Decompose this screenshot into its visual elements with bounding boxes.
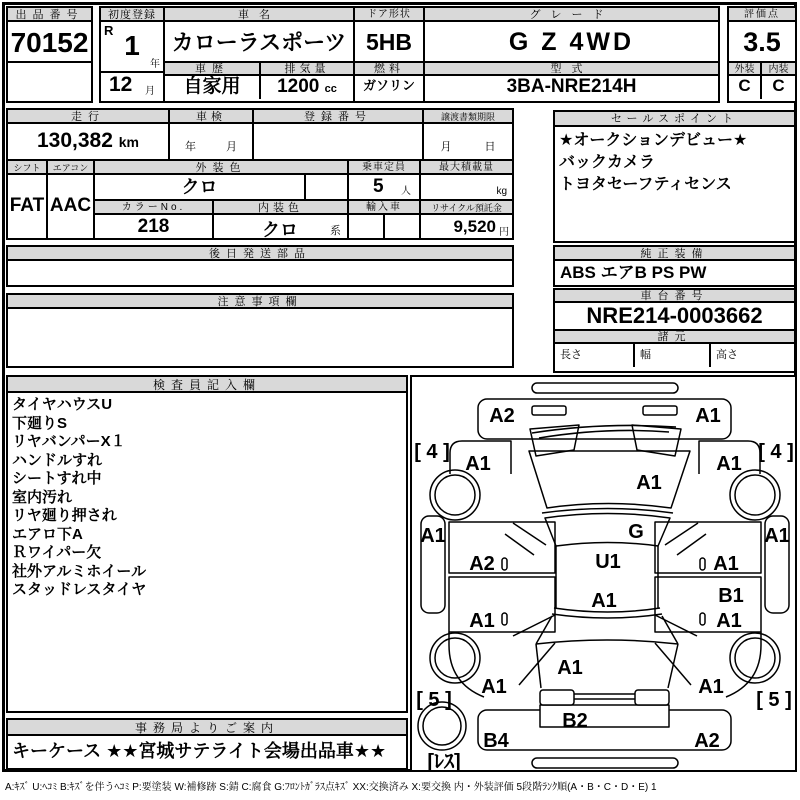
damage-door-rear-left: A1: [469, 610, 495, 632]
mileage-number: 130,382: [37, 129, 113, 152]
car-name-label: 車名: [165, 8, 353, 22]
door-shape-box: [353, 6, 425, 103]
import-label: 輸入車: [349, 201, 421, 215]
interior-label: 内装: [762, 63, 795, 76]
shaken-cell: [170, 110, 254, 159]
grade-label: グレード: [425, 8, 718, 22]
displacement-label: 排気量: [261, 63, 353, 76]
chassis-value: NRE214-0003662: [555, 303, 794, 331]
spare-tire-rank: [ﾚｽ]: [427, 751, 461, 770]
damage-roof-front: U1: [595, 551, 621, 573]
grade-value: G Z 4WD: [425, 22, 718, 63]
wiper-arc: [539, 430, 669, 438]
first-registration-box: [99, 6, 165, 103]
displacement-number: 1200: [277, 76, 320, 97]
sales-point-line: トヨタセーフティセンス: [559, 176, 732, 193]
front-light-left-shape: [532, 406, 566, 415]
shift-value: FAT: [9, 195, 45, 216]
exterior-grade-cell: [729, 63, 762, 99]
mileage-label: 走行: [8, 110, 168, 124]
recycle-unit: 円: [499, 227, 509, 238]
shift-label: シフト: [8, 161, 46, 175]
inspector-notes-label: 検査員記入欄: [8, 377, 406, 393]
mileage-value: [8, 124, 168, 159]
damage-front-fender-left: A1: [465, 453, 491, 475]
front-wheel-left: [430, 470, 480, 520]
inspector-note-line: 社外アルミホイール: [12, 562, 147, 580]
door-shape-label: ドア形状: [355, 8, 423, 22]
transfer-deadline-label: 譲渡書類期限: [424, 110, 512, 124]
car-name-box: [163, 6, 355, 103]
front-tire-right-rank: [ 4 ]: [758, 441, 794, 463]
shift-cell: [8, 161, 48, 238]
registration-number-cell: [254, 110, 424, 159]
sales-point-line: ★オークションデビュー★: [559, 132, 748, 149]
score-box: [727, 6, 797, 103]
lot-number-label: 出品番号: [8, 8, 91, 22]
width-label: 幅: [635, 344, 711, 367]
door-front-right-shape: [655, 522, 761, 573]
int-color-value: クロ: [262, 220, 298, 240]
month-suffix: 月: [145, 86, 155, 97]
damage-rear-bumper-left: B4: [483, 730, 509, 752]
ext-color-label: 外装色: [95, 161, 349, 175]
equipment-label: 純正装備: [555, 247, 794, 261]
office-notice-label: 事務局よりご案内: [8, 720, 406, 736]
damage-diagram-box: [410, 375, 797, 772]
mileage-band: [6, 108, 514, 161]
aircon-label: エアコン: [48, 161, 93, 175]
inspector-note-line: タイヤハウスU: [12, 396, 113, 413]
ext-color-extra-cell: [306, 175, 349, 199]
recycle-value-cell: [421, 215, 512, 240]
shaken-year-suffix: 年: [185, 141, 196, 153]
door-handle: [502, 558, 507, 570]
lot-number-box: [6, 6, 93, 103]
notes-box: [6, 293, 514, 368]
score-label: 評価点: [729, 8, 795, 22]
max-load-label: 最大積載量: [421, 161, 512, 175]
damage-front-fender-right: A1: [716, 453, 742, 475]
door-shape-value: 5HB: [355, 22, 423, 63]
inspector-notes-box: [6, 375, 408, 713]
hood-shape: [529, 451, 690, 508]
displacement-unit: cc: [324, 83, 337, 95]
fuel-value: ガソリン: [362, 78, 415, 93]
damage-rocker-left: A1: [420, 525, 446, 547]
later-parts-box: [6, 245, 514, 287]
transfer-month-suffix: 月: [440, 141, 452, 153]
grade-box: [423, 6, 720, 103]
displacement-cell: [261, 63, 353, 99]
ext-color-value: クロ: [95, 175, 306, 199]
equipment-box: [553, 245, 796, 287]
windshield-top-arc: [542, 509, 673, 514]
capacity-value: 5: [373, 176, 384, 197]
tail-light-right-shape: [635, 690, 669, 705]
damage-rocker-right: A1: [764, 525, 790, 547]
inspector-note-line: シートすれ中: [12, 470, 102, 487]
rear-glass-bottom-arc: [536, 640, 678, 644]
aircon-value: AAC: [49, 195, 92, 216]
sales-points-label: セールスポイント: [555, 112, 794, 127]
office-notice-value: キーケース ★★宮城サテライト会場出品車★★: [12, 741, 387, 761]
damage-door-rear-right-upper: B1: [718, 585, 744, 607]
model-value: 3BA-NRE214H: [506, 76, 637, 97]
sales-point-line: バックカメラ: [559, 154, 656, 171]
color-no-value: 218: [95, 215, 214, 240]
history-value: 自家用: [183, 76, 241, 97]
history-label: 車歴: [165, 63, 259, 76]
capacity-value-cell: [349, 175, 421, 199]
reg-month: 12: [109, 73, 133, 96]
front-bumper-shape: [478, 399, 731, 439]
damage-roof-rear: A1: [591, 590, 617, 612]
length-label: 長さ: [555, 344, 635, 367]
inspector-note-line: リヤバンパーX１: [12, 433, 126, 450]
int-color-label: 内装色: [214, 201, 349, 215]
damage-door-front-left: A2: [469, 553, 495, 575]
inspector-note-line: Ｒワイパー欠: [12, 544, 102, 561]
tail-light-left-shape: [540, 690, 574, 705]
lot-number-value: 70152: [8, 22, 91, 63]
car-name-value: カローラスポーツ: [165, 22, 353, 63]
capacity-label: 乗車定員: [349, 161, 421, 175]
recycle-label: リサイクル預託金: [421, 201, 512, 215]
displacement-value: [261, 76, 353, 100]
inspector-note-line: 下廻りS: [12, 414, 68, 432]
inspector-note-line: ハンドルすれ: [12, 451, 103, 469]
history-cell: [165, 63, 261, 99]
chassis-box: [553, 288, 796, 373]
max-load-unit: kg: [496, 186, 507, 197]
first-registration-label: 初度登録: [101, 8, 163, 22]
interior-grade: C: [772, 76, 785, 95]
chassis-label: 車台番号: [555, 290, 794, 303]
damage-door-rear-right-lower: A1: [716, 610, 742, 632]
front-light-right-shape: [643, 406, 677, 415]
exterior-grade: C: [738, 76, 751, 95]
reg-year: 1: [124, 30, 140, 61]
later-parts-label: 後日発送部品: [8, 247, 512, 261]
fuel-label: 燃料: [355, 63, 423, 76]
color-no-label: カラーNo.: [95, 201, 214, 215]
damage-quarter-right: A1: [698, 676, 724, 698]
first-registration-year-cell: [101, 22, 163, 73]
mileage-unit: km: [118, 134, 139, 150]
windshield-shape: [545, 514, 670, 547]
front-tire-left-rank: [ 4 ]: [414, 441, 450, 463]
spec-band: [6, 159, 514, 240]
damage-rear-bumper-right: A2: [694, 730, 720, 752]
rear-strip-shape: [532, 758, 678, 768]
front-strip-shape: [532, 383, 678, 393]
tailgate-shape: [540, 705, 669, 727]
aircon-cell: [48, 161, 95, 238]
inspector-note-line: スタッドレスタイヤ: [12, 581, 147, 598]
shaken-label: 車検: [170, 110, 252, 124]
damage-hood: A1: [636, 472, 662, 494]
capacity-unit: 人: [401, 186, 411, 197]
rear-tire-right-rank: [ 5 ]: [756, 689, 792, 711]
era-code: R: [104, 23, 114, 38]
door-handle: [502, 613, 507, 625]
shaken-month-suffix: 月: [226, 141, 237, 153]
score-value: 3.5: [729, 22, 795, 63]
int-color-value-cell: [214, 215, 349, 240]
damage-front-bumper-left: A2: [489, 405, 515, 427]
door-handle: [700, 613, 705, 625]
transfer-deadline-cell: [424, 110, 512, 159]
damage-quarter-left: A1: [481, 676, 507, 698]
int-color-suffix: 系: [330, 225, 341, 237]
front-wheel-right: [730, 470, 780, 520]
inspector-note-line: リヤ廻り押され: [12, 507, 117, 524]
interior-grade-cell: [762, 63, 795, 99]
car-top-view-diagram: [412, 377, 795, 770]
mileage-cell: [8, 110, 170, 159]
sales-points-box: [553, 110, 796, 243]
recycle-value: 9,520: [453, 217, 496, 236]
model-label: 型式: [425, 63, 718, 76]
damage-tailgate: B2: [562, 710, 588, 732]
height-label: 高さ: [716, 349, 738, 361]
door-handle: [700, 558, 705, 570]
inspector-note-line: 室内汚れ: [12, 488, 73, 506]
first-registration-month-cell: [101, 73, 163, 99]
year-suffix: 年: [150, 59, 160, 70]
damage-hatch-upper: A1: [557, 657, 583, 679]
inspector-note-line: エアロ下A: [12, 525, 83, 543]
dimensions-label: 諸元: [555, 331, 794, 344]
import-cell-left: [349, 215, 385, 240]
transfer-day-suffix: 日: [484, 141, 496, 153]
office-notice-box: [6, 718, 408, 770]
damage-windshield: G: [628, 521, 644, 543]
rear-wheel-right: [730, 633, 780, 683]
equipment-value: ABS エアB PS PW: [560, 263, 707, 282]
damage-door-front-right: A1: [713, 553, 739, 575]
notes-label: 注意事項欄: [8, 295, 512, 309]
rear-wheel-left: [430, 633, 480, 683]
damage-code-legend: A:ｷｽﾞ U:ﾍｺﾐ B:ｷｽﾞを伴うﾍｺﾐ P:要塗装 W:補修跡 S:錆 C:腐食 G:ﾌﾛﾝﾄｶﾞﾗｽ点ｷｽﾞ XX:交換済み X:要交換 内・外装評価 5段階ﾗﾝｸ順(A・B・C・D・E) 1: [5, 782, 657, 793]
rear-tire-left-rank: [ 5 ]: [416, 689, 452, 711]
registration-number-label: 登録番号: [254, 110, 422, 124]
exterior-label: 外装: [729, 63, 760, 76]
damage-front-bumper-right: A1: [695, 405, 721, 427]
rear-glass-top-arc: [552, 614, 662, 618]
import-cell-right: [385, 215, 421, 240]
max-load-value-cell: [421, 175, 512, 199]
